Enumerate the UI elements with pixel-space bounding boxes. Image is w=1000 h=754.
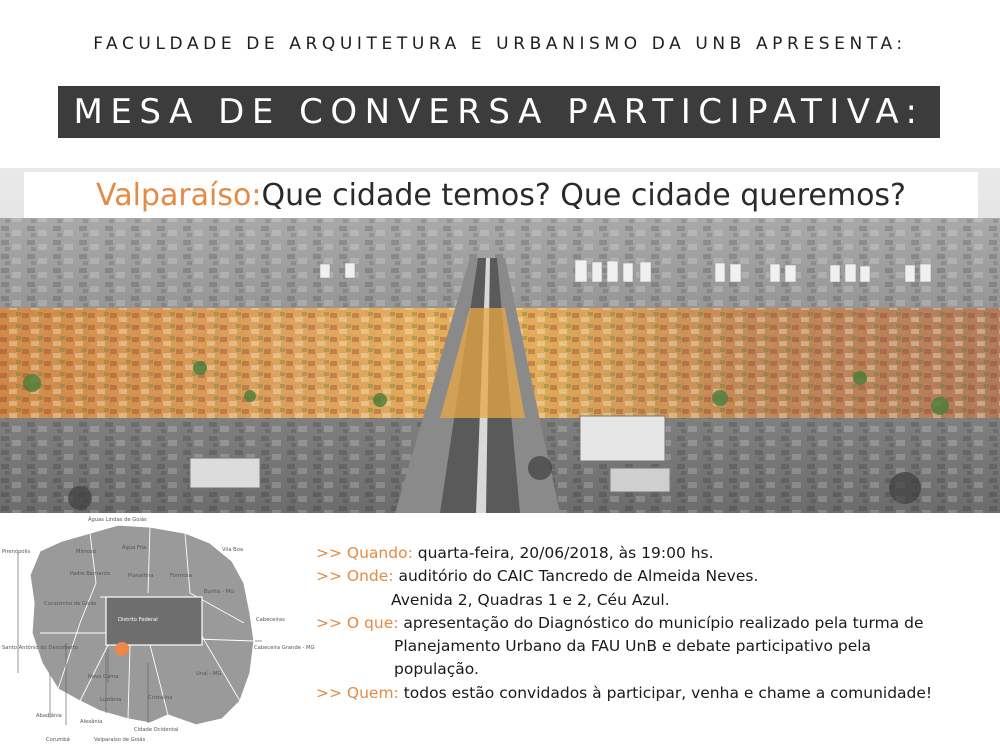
what-label: >> O que: bbox=[316, 613, 399, 632]
map-label-unai: Unaí - MG bbox=[196, 671, 222, 677]
what-text: apresentação do Diagnóstico do município realizado pela turma de bbox=[398, 613, 924, 632]
subtitle-box bbox=[24, 172, 978, 218]
detail-where bbox=[316, 565, 996, 588]
map-label-distrito-federal: Distrito Federal bbox=[118, 617, 158, 623]
map-label-pirenopolis: Pirenópolis bbox=[2, 549, 31, 555]
map-label-padre-bernardo: Padre Bernardo bbox=[70, 571, 110, 577]
where-text: auditório do CAIC Tancredo de Almeida Neves. bbox=[393, 567, 759, 586]
map-label-agua-fria: Água Fria bbox=[122, 545, 147, 551]
event-title: MESA DE CONVERSA PARTICIPATIVA: bbox=[73, 92, 925, 132]
map-label-vila-boa: Vila Boa bbox=[222, 547, 244, 553]
map-label-mimoso: Mimoso bbox=[76, 549, 97, 555]
where-label: >> Onde: bbox=[316, 567, 394, 586]
map-label-santo-antonio: Santo Antônio do Descoberto bbox=[2, 645, 79, 651]
city-aerial-photo bbox=[0, 168, 1000, 513]
map-label-planaltina: Planaltina bbox=[128, 573, 154, 579]
who-text: todos estão convidados à participar, venha e chame a comunidade! bbox=[398, 683, 933, 702]
map-label-cocalzinho: Cocalzinho de Goiás bbox=[44, 601, 97, 607]
subtitle-city: Valparaíso: bbox=[96, 177, 262, 213]
map-label-cabeceira-grande: Cabeceira Grande - MG bbox=[254, 645, 315, 651]
when-label: >> Quando: bbox=[316, 544, 413, 562]
map-label-alexania: Alexânia bbox=[80, 719, 103, 725]
detail-when bbox=[316, 542, 996, 565]
map-label-cidade-ocidental: Cidade Ocidental bbox=[134, 727, 179, 733]
map-label-formosa: Formosa bbox=[170, 573, 193, 579]
what-text-2: Planejamento Urbano da FAU UnB e debate participativo pela bbox=[394, 637, 872, 656]
detail-what bbox=[316, 612, 996, 635]
detail-who bbox=[316, 682, 996, 705]
map-label-abadiania: Abadiânia bbox=[36, 713, 62, 719]
map-label-cristalina: Cristalina bbox=[148, 695, 173, 701]
presenter-line: FACULDADE DE ARQUITETURA E URBANISMO DA UNB APRESENTA: bbox=[93, 34, 907, 54]
subtitle-question: Que cidade temos? Que cidade queremos? bbox=[261, 177, 906, 213]
map-label-novo-gama: Novo Gama bbox=[88, 674, 119, 680]
where-text-2: Avenida 2, Quadras 1 e 2, Céu Azul. bbox=[391, 590, 670, 609]
when-text: quarta-feira, 20/06/2018, às 19:00 hs. bbox=[412, 544, 714, 562]
map-label-luziania: Luziânia bbox=[100, 697, 122, 703]
title-banner bbox=[58, 86, 940, 138]
valparaiso-marker bbox=[115, 642, 129, 656]
map-label-aguas-lindas: Águas Lindas de Goiás bbox=[88, 517, 147, 523]
region-map bbox=[0, 513, 315, 750]
map-label-cabeceiras: Cabeceiras bbox=[256, 617, 285, 623]
what-text-3: população. bbox=[394, 660, 479, 679]
who-label: >> Quem: bbox=[316, 683, 399, 702]
map-label-corumba: Corumbá bbox=[46, 737, 70, 743]
map-label-buritis: Buritis - MG bbox=[204, 589, 235, 595]
map-label-valparaiso: Valparaíso de Goiás bbox=[94, 737, 146, 743]
event-details bbox=[316, 542, 996, 705]
